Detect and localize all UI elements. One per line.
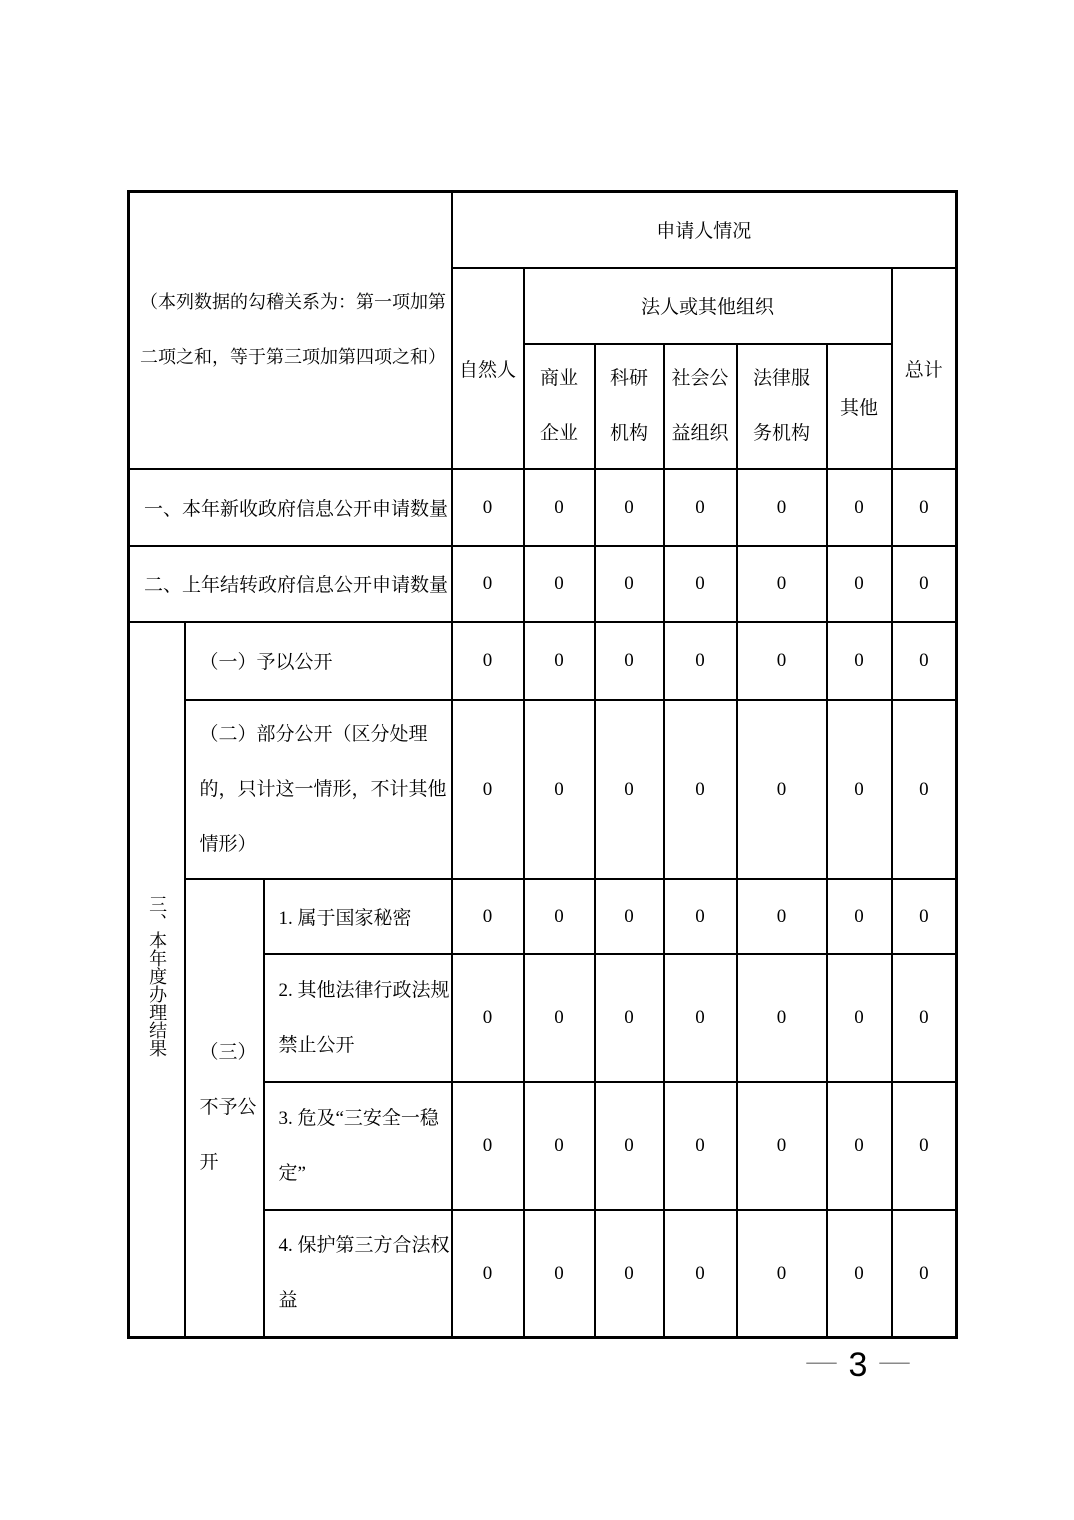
page-number-value: 3 [848,1346,868,1384]
value-cell: 0 [737,546,827,622]
header-applicant-situation: 申请人情况 [452,192,957,268]
value-cell: 0 [595,1210,664,1338]
header-legal-or-other-org: 法人或其他组织 [524,268,892,344]
value-cell: 0 [452,546,524,622]
value-cell: 0 [595,622,664,700]
value-cell: 0 [892,700,957,879]
row-label-partially-granted [185,700,452,879]
header-org-commercial-line: 商业 [540,368,579,389]
row-label-other-law-prohibited-line: 2. 其他法律行政法规 [278,979,450,1001]
value-cell: 0 [664,622,737,700]
row-label-state-secret: 1. 属于国家秘密 [264,879,452,954]
value-cell: 0 [664,954,737,1082]
value-cell: 0 [664,700,737,879]
row-label-denied-line: 不予公 [199,1097,257,1119]
value-cell: 0 [827,1082,892,1210]
header-org-research-line: 科研 [610,368,649,389]
row-label-denied [185,879,264,1338]
row-label-partially-granted-line: 情形） [199,833,257,855]
row-label-third-party-rights [264,1210,452,1338]
header-org-research-line: 机构 [610,423,649,444]
row-label-carried-over: 二、上年结转政府信息公开申请数量 [129,546,452,622]
value-cell: 0 [664,546,737,622]
value-cell: 0 [827,700,892,879]
value-cell: 0 [595,700,664,879]
row-label-other-law-prohibited-line: 禁止公开 [278,1034,355,1056]
header-total: 总计 [892,268,957,469]
header-org-other: 其他 [827,344,892,469]
row-label-third-party-rights-line: 4. 保护第三方合法权 [278,1235,450,1257]
row-label-partially-granted-line: （二）部分公开（区分处理 [199,723,428,745]
header-org-legal-service-line: 务机构 [753,423,811,444]
header-org-welfare-line: 益组织 [671,423,729,444]
corner-note [129,192,452,469]
value-cell: 0 [892,879,957,954]
row-label-new-received: 一、本年新收政府信息公开申请数量 [129,469,452,546]
value-cell: 0 [524,700,595,879]
value-cell: 0 [452,1082,524,1210]
value-cell: 0 [524,954,595,1082]
value-cell: 0 [452,469,524,546]
page-number-dash: — [879,1344,910,1377]
row-label-third-party-rights-line: 益 [278,1290,298,1312]
value-cell: 0 [524,622,595,700]
value-cell: 0 [892,954,957,1082]
value-cell: 0 [827,954,892,1082]
header-org-welfare [664,344,737,469]
value-cell: 0 [452,954,524,1082]
value-cell: 0 [595,469,664,546]
value-cell: 0 [524,546,595,622]
value-cell: 0 [892,1210,957,1338]
header-natural-person: 自然人 [452,268,524,469]
value-cell: 0 [595,879,664,954]
header-org-legal-service [737,344,827,469]
row-label-denied-line: 开 [199,1152,219,1174]
value-cell: 0 [827,546,892,622]
value-cell: 0 [737,1082,827,1210]
row-label-denied-line: （三） [199,1042,257,1064]
value-cell: 0 [827,469,892,546]
row-label-endanger-security-line: 3. 危及“三安全一稳 [278,1107,439,1129]
page-number-dash: — [806,1344,837,1377]
value-cell: 0 [452,622,524,700]
value-cell: 0 [737,622,827,700]
row-label-partially-granted-line: 的，只计这一情形，不计其他 [199,778,447,800]
value-cell: 0 [452,879,524,954]
value-cell: 0 [892,546,957,622]
value-cell: 0 [452,1210,524,1338]
row-label-granted: （一）予以公开 [185,622,452,700]
value-cell: 0 [827,622,892,700]
value-cell: 0 [664,1210,737,1338]
section3-title-cell [129,622,185,1338]
header-org-legal-service-line: 法律服 [753,368,811,389]
value-cell: 0 [664,469,737,546]
value-cell: 0 [737,954,827,1082]
value-cell: 0 [892,622,957,700]
page-number [778,1344,938,1385]
value-cell: 0 [524,1210,595,1338]
row-label-endanger-security [264,1082,452,1210]
value-cell: 0 [524,879,595,954]
value-cell: 0 [664,1082,737,1210]
section3-title: 三、本年度办理结果 [147,895,168,1058]
value-cell: 0 [664,879,737,954]
value-cell: 0 [827,879,892,954]
value-cell: 0 [524,1082,595,1210]
info-disclosure-applications-table [127,190,958,1339]
header-org-commercial [524,344,595,469]
corner-note-line: 二项之和，等于第三项加第四项之和） [140,347,446,368]
value-cell: 0 [827,1210,892,1338]
value-cell: 0 [595,954,664,1082]
value-cell: 0 [737,469,827,546]
row-label-endanger-security-line: 定” [278,1162,306,1184]
header-org-research [595,344,664,469]
value-cell: 0 [737,700,827,879]
value-cell: 0 [595,546,664,622]
value-cell: 0 [524,469,595,546]
header-org-commercial-line: 企业 [540,423,579,444]
value-cell: 0 [737,879,827,954]
value-cell: 0 [892,469,957,546]
value-cell: 0 [737,1210,827,1338]
row-label-other-law-prohibited [264,954,452,1082]
value-cell: 0 [452,700,524,879]
value-cell: 0 [892,1082,957,1210]
header-org-welfare-line: 社会公 [671,368,729,389]
corner-note-line: （本列数据的勾稽关系为：第一项加第 [140,292,446,313]
value-cell: 0 [595,1082,664,1210]
